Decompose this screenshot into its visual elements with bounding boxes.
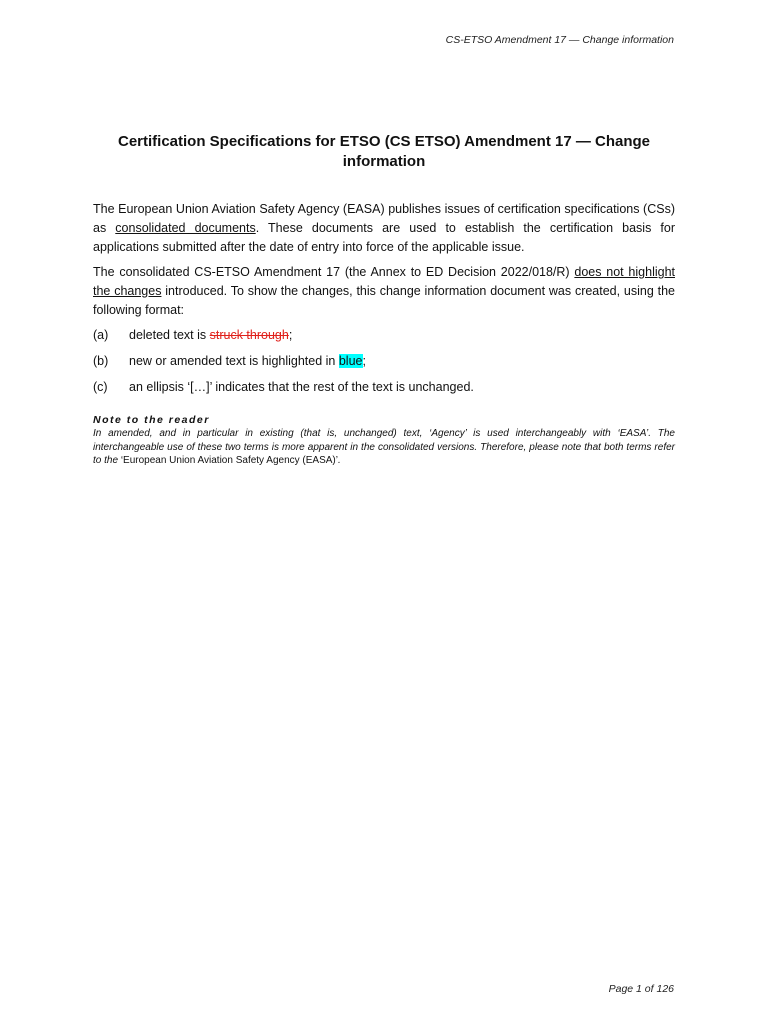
does-not-highlight-text: does not highlight the changes [93, 265, 675, 298]
intro-text-1: The European Union Aviation Safety Agency (EASA) publishes issues of certification specifications (CSs) as [93, 202, 675, 235]
list-text: ; [288, 328, 293, 342]
blue-highlight-sample: blue [338, 354, 363, 368]
document-title: Certification Specifications for ETSO (CS ETSO) Amendment 17 — Change information [117, 133, 651, 170]
list-text: ; [362, 354, 366, 368]
document-body [93, 200, 675, 468]
list-marker: (b) [93, 354, 109, 368]
format-text-1: The consolidated CS-ETSO Amendment 17 (the Annex to ED Decision 2022/018/R) [93, 265, 575, 279]
format-paragraph [93, 263, 675, 320]
list-item [93, 352, 675, 371]
list-text: new or amended text is highlighted in [129, 354, 339, 368]
note-body [93, 427, 675, 468]
intro-text-2: . These documents are used to establish the certification basis for applications submitted after the date of entry into force of the applicable issue. [93, 221, 675, 254]
list-item [93, 378, 675, 397]
list-marker: (c) [93, 380, 108, 394]
list-text: deleted text is [129, 328, 210, 342]
format-list [93, 326, 675, 397]
struck-through-sample: struck through [209, 328, 289, 342]
running-header: CS-ETSO Amendment 17 — Change information [445, 34, 674, 46]
page-number: Page 1 of 126 [608, 983, 674, 995]
note-agency-name: ‘European Union Aviation Safety Agency (EASA)’ [120, 455, 338, 466]
list-item-text [129, 352, 366, 371]
list-item-text: an ellipsis ‘[…]’ indicates that the rest of the text is unchanged. [129, 380, 474, 394]
intro-paragraph [93, 200, 675, 257]
list-item [93, 326, 675, 345]
note-end: . [337, 455, 341, 466]
note-heading: Note to the reader [93, 414, 210, 426]
list-marker: (a) [93, 328, 109, 342]
note-text: In amended, and in particular in existing (that is, unchanged) text, ‘Agency’ is used interchangeably with ‘EASA’. The interchangeable use of these two terms is more apparent in the consolidated versions. Therefore, please note that both terms refer to the [93, 428, 675, 466]
list-item-text [129, 326, 292, 345]
format-text-2: introduced. To show the changes, this change information document was created, using the following format: [93, 284, 675, 317]
consolidated-documents-link[interactable]: consolidated documents [115, 221, 256, 235]
